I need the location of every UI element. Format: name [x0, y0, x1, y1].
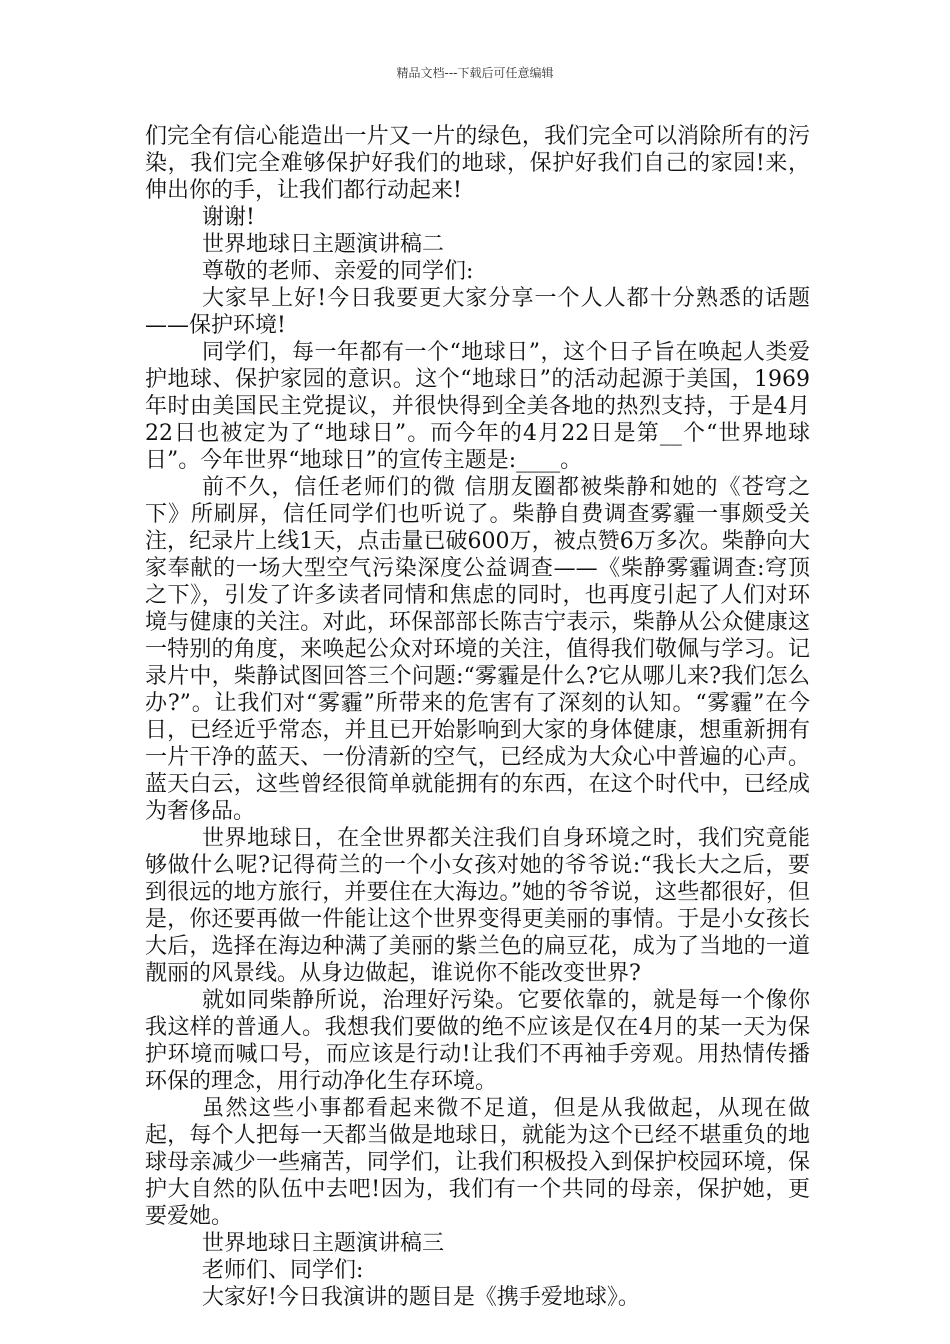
paragraph: 们完全有信心能造出一片又一片的绿色，我们完全可以消除所有的污染，我们完全难够保护好我们的地球，保护好我们自己的家园!来，伸出你的手，让我们都行动起来! [145, 124, 810, 203]
paragraph: 谢谢! [202, 205, 255, 230]
salutation: 尊敬的老师、亲爱的同学们: [202, 259, 474, 284]
paragraph: 世界地球日，在全世界都关注我们自身环境之时，我们究竟能够做什么呢?记得荷兰的一个小女孩对她的爷爷说:“我长大之后，要到很远的地方旅行，并要住在大海边。”她的爷爷说，这些都很好，但是，你还要再做一件能让这个世界变得更美丽的事情。于是小女孩长大后，选择在海边种满了美丽的紫兰色的扁豆花，成为了当地的一道靓丽的风景线。从身边做起，谁说你不能改变世界? [145, 826, 810, 986]
salutation: 老师们、同学们: [202, 1258, 364, 1283]
paragraph: 就如同柴静所说，治理好污染。它要依靠的，就是每一个像你我这样的普通人。我想我们要做的绝不应该是仅在4月的某一天为保护环境而喊口号，而应该是行动!让我们不再袖手旁观。用热情传播环保的理念，用行动净化生存环境。 [145, 988, 810, 1094]
paragraph: 前不久，信任老师们的微 信朋友圈都被柴静和她的《苍穹之下》所刷屏，信任同学们也听说了。柴静自费调查雾霾一事颇受关注，纪录片上线1天，点击量已破600万，被点赞6万多次。柴静向大家奉献的一场大型空气污染深度公益调查——《柴静雾霾调查:穹顶之下》，引发了许多读者同情和焦虑的同时，也再度引起了人们对环境与健康的关注。对此，环保部部长陈吉宁表示，柴静从公众健康这一特别的角度，来唤起公众对环境的关注，值得我们敬佩与学习。记录片中，柴静试图回答三个问题:“雾霾是什么?它从哪儿来?我们怎么办?”。让我们对“雾霾”所带来的危害有了深刻的认知。“雾霾”在今日，已经近乎常态，并且已开始影响到大家的身体健康，想重新拥有一片干净的蓝天、一份清新的空气，已经成为大众心中普遍的心声。蓝天白云，这些曾经很简单就能拥有的东西，在这个时代中，已经成为奢侈品。 [145, 475, 810, 824]
paragraph: 大家好!今日我演讲的题目是《携手爱地球》。 [202, 1285, 640, 1310]
document-body [145, 123, 810, 1311]
paragraph: 虽然这些小事都看起来微不足道，但是从我做起，从现在做起，每个人把每一天都当做是地球日，就能为这个已经不堪重负的地球母亲减少一些痛苦，同学们，让我们积极投入到保护校园环境，保护大自然的队伍中去吧!因为，我们有一个共同的母亲，保护她，更要爱她。 [145, 1096, 810, 1229]
paragraph: 同学们，每一年都有一个“地球日”，这个日子旨在唤起人类爱护地球、保护家园的意识。这个“地球日”的活动起源于美国，1969年时由美国民主党提议，并很快得到全美各地的热烈支持，于是4月22日也被定为了“地球日”。而今年的4月22日是第__个“世界地球日”。今年世界“地球日”的宣传主题是:____。 [145, 340, 810, 473]
paragraph: 大家早上好!今日我要更大家分享一个人人都十分熟悉的话题——保护环境! [145, 286, 810, 338]
section-title: 世界地球日主题演讲稿三 [202, 1231, 445, 1256]
page-header: 精品文档---下载后可任意编辑 [396, 66, 554, 80]
section-title: 世界地球日主题演讲稿二 [202, 232, 445, 257]
